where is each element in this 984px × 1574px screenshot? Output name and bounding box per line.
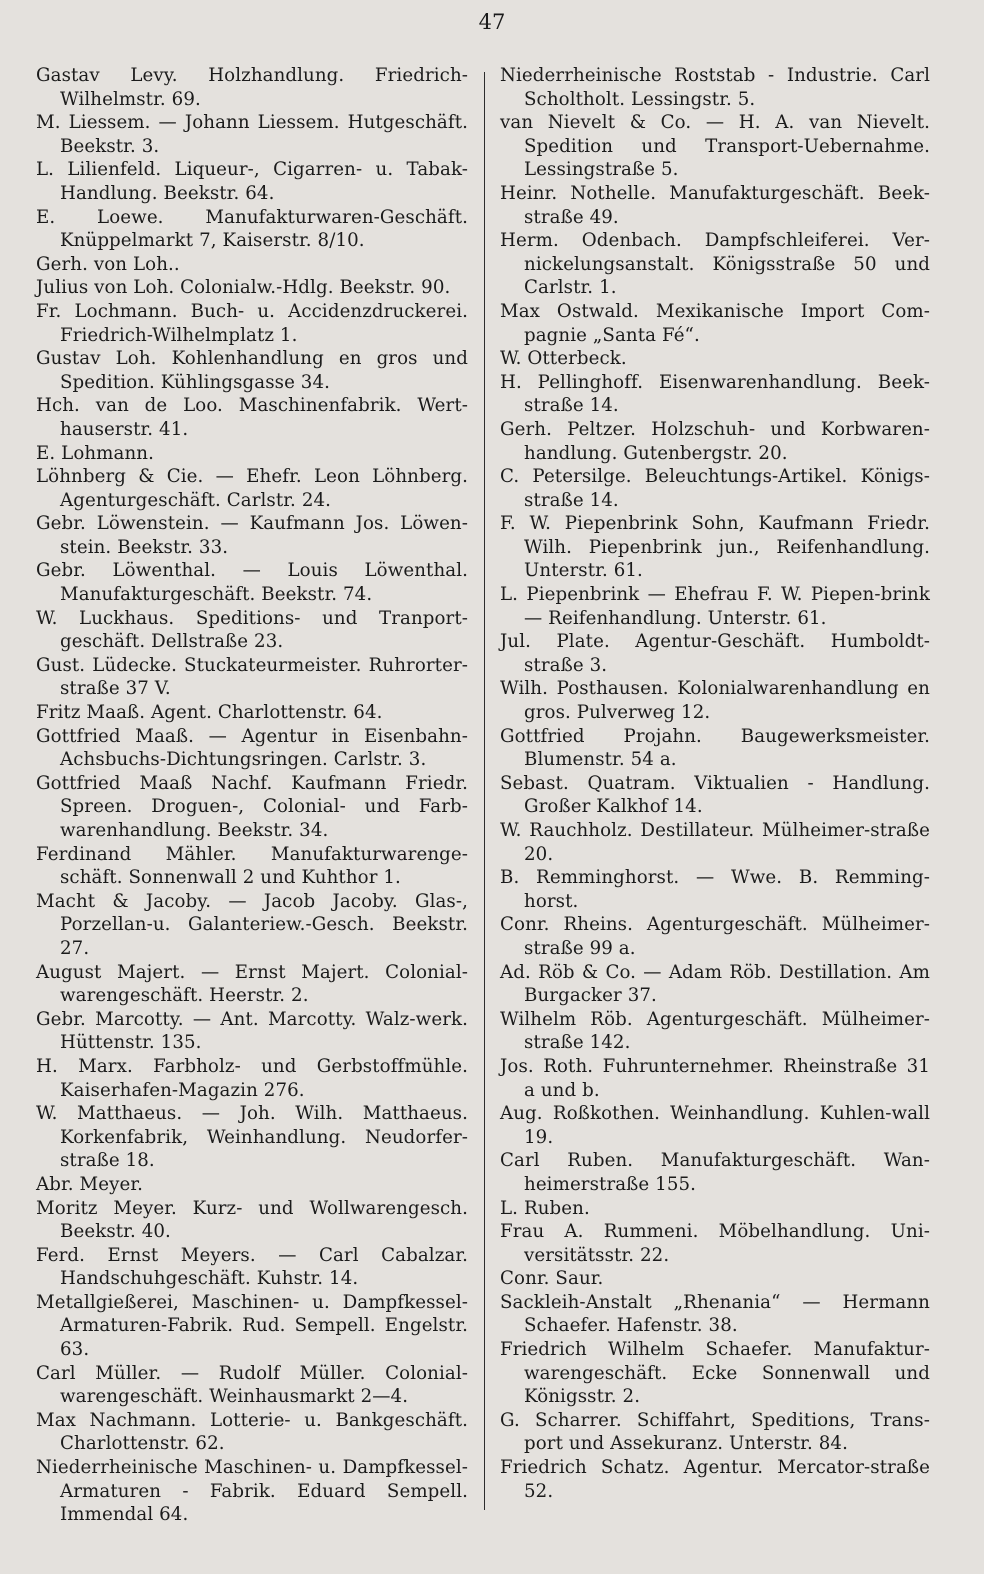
directory-entry: Conr. Rheins. Agenturgeschäft. Mülheimer-straße 99 a.	[500, 914, 930, 959]
directory-entry: Frau A. Rummeni. Möbelhandlung. Uni-versitätsstr. 22.	[500, 1221, 930, 1266]
directory-entry: Fritz Maaß. Agent. Charlottenstr. 64.	[36, 702, 383, 724]
directory-entry: Löhnberg & Cie. — Ehefr. Leon Löhnberg. Agenturgeschäft. Carlstr. 24.	[36, 466, 468, 511]
directory-entry: Gebr. Löwenstein. — Kaufmann Jos. Löwen-stein. Beekstr. 33.	[36, 513, 468, 558]
directory-entry: W. Luckhaus. Speditions- und Tranport-geschäft. Dellstraße 23.	[36, 607, 468, 653]
directory-entry: Hch. van de Loo. Maschinenfabrik. Wert-hauserstr. 41.	[36, 395, 468, 440]
directory-entry: L. Piepenbrink — Ehefrau F. W. Piepen-brink — Reifenhandlung. Unterstr. 61.	[500, 584, 930, 629]
directory-entry: Metallgießerei, Maschinen- u. Dampfkessel-Armaturen-Fabrik. Rud. Sempell. Engelstr. 63.	[36, 1291, 468, 1361]
directory-entry: Ferd. Ernst Meyers. — Carl Cabalzar. Handschuhgeschäft. Kuhstr. 14.	[36, 1244, 468, 1290]
directory-entry: Niederrheinische Maschinen- u. Dampfkessel-Armaturen - Fabrik. Eduard Sempell. Immendal 64.	[36, 1457, 468, 1526]
directory-entry: Gebr. Marcotty. — Ant. Marcotty. Walz-werk. Hüttenstr. 135.	[36, 1008, 468, 1054]
right-column	[500, 64, 930, 1503]
directory-entry: Friedrich Wilhelm Schaefer. Manufaktur-warengeschäft. Ecke Sonnenwall und Königsstr. 2.	[500, 1339, 930, 1408]
directory-entry: Wilh. Posthausen. Kolonialwarenhandlung en gros. Pulverweg 12.	[500, 678, 930, 724]
page-number: 47	[478, 10, 506, 34]
directory-entry: Fr. Lochmann. Buch- u. Accidenzdruckerei. Friedrich-Wilhelmplatz 1.	[36, 300, 468, 346]
directory-entry: Abr. Meyer.	[36, 1173, 144, 1195]
directory-entry: Ferdinand Mähler. Manufakturwarenge-schäft. Sonnenwall 2 und Kuhthor 1.	[36, 843, 468, 889]
directory-entry: C. Petersilge. Beleuchtungs-Artikel. Königs-straße 14.	[500, 466, 930, 511]
directory-entry: F. W. Piepenbrink Sohn, Kaufmann Friedr. Wilh. Piepenbrink jun., Reifenhandlung. Unterstr. 61.	[500, 513, 930, 582]
directory-entry: Gust. Lüdecke. Stuckateurmeister. Ruhrorter-straße 37 V.	[36, 654, 468, 700]
directory-entry: B. Remminghorst. — Wwe. B. Remming-horst.	[500, 867, 930, 912]
directory-entry: L. Lilienfeld. Liqueur-, Cigarren- u. Tabak-Handlung. Beekstr. 64.	[36, 159, 468, 204]
directory-entry: Gustav Loh. Kohlenhandlung en gros und Spedition. Kühlingsgasse 34.	[36, 348, 468, 393]
left-column	[36, 64, 468, 1527]
directory-entry: Carl Ruben. Manufakturgeschäft. Wan-heimerstraße 155.	[500, 1150, 930, 1195]
directory-entry: Niederrheinische Roststab - Industrie. Carl Scholtholt. Lessingstr. 5.	[500, 65, 930, 110]
directory-entry: E. Loewe. Manufakturwaren-Geschäft. Knüppelmarkt 7, Kaiserstr. 8/10.	[36, 206, 468, 252]
directory-entry: Jos. Roth. Fuhrunternehmer. Rheinstraße 31 a und b.	[500, 1055, 930, 1101]
directory-entry: Moritz Meyer. Kurz- und Wollwarengesch. Beekstr. 40.	[36, 1197, 468, 1243]
directory-entry: Julius von Loh. Colonialw.-Hdlg. Beekstr. 90.	[36, 277, 451, 299]
directory-entry: Gottfried Maaß. — Agentur in Eisenbahn-Achsbuchs-Dichtungsringen. Carlstr. 3.	[36, 725, 468, 771]
directory-entry: van Nievelt & Co. — H. A. van Nievelt. Spedition und Transport-Uebernahme. Lessingstraße 5.	[500, 112, 930, 181]
directory-entry: Gottfried Projahn. Baugewerksmeister. Blumenstr. 54 a.	[500, 725, 930, 771]
directory-entry: Macht & Jacoby. — Jacob Jacoby. Glas-, Porzellan-u. Galanteriew.-Gesch. Beekstr. 27.	[36, 890, 468, 959]
directory-entry: Max Nachmann. Lotterie- u. Bankgeschäft. Charlottenstr. 62.	[36, 1409, 468, 1455]
directory-entry: G. Scharrer. Schiffahrt, Speditions, Trans-port und Assekuranz. Unterstr. 84.	[500, 1409, 930, 1455]
column-divider	[484, 72, 485, 1510]
directory-entry: W. Rauchholz. Destillateur. Mülheimer-straße 20.	[500, 820, 930, 865]
directory-entry: Jul. Plate. Agentur-Geschäft. Humboldt-straße 3.	[500, 631, 930, 676]
directory-entry: M. Liessem. — Johann Liessem. Hutgeschäft. Beekstr. 3.	[36, 112, 468, 157]
directory-entry: Heinr. Nothelle. Manufakturgeschäft. Beek-straße 49.	[500, 182, 930, 228]
directory-entry: Gottfried Maaß Nachf. Kaufmann Friedr. Spreen. Droguen-, Colonial- und Farb-warenhandlung. Beekstr. 34.	[36, 772, 468, 841]
directory-entry: H. Marx. Farbholz- und Gerbstoffmühle. Kaiserhafen-Magazin 276.	[36, 1055, 468, 1101]
directory-entry: Friedrich Schatz. Agentur. Mercator-straße 52.	[500, 1457, 930, 1502]
directory-entry: Sebast. Quatram. Viktualien - Handlung. Großer Kalkhof 14.	[500, 772, 930, 818]
directory-entry: Sackleih-Anstalt „Rhenania“ — Hermann Schaefer. Hafenstr. 38.	[500, 1291, 930, 1337]
directory-entry: Max Ostwald. Mexikanische Import Com-pagnie „Santa Fé“.	[500, 300, 930, 346]
directory-entry: E. Lohmann.	[36, 442, 154, 464]
directory-entry: Gerh. Peltzer. Holzschuh- und Korbwaren-handlung. Gutenbergstr. 20.	[500, 418, 930, 464]
directory-entry: W. Matthaeus. — Joh. Wilh. Matthaeus. Korkenfabrik, Weinhandlung. Neudorfer-straße 18.	[36, 1103, 468, 1172]
directory-entry: Wilhelm Röb. Agenturgeschäft. Mülheimer-straße 142.	[500, 1008, 930, 1054]
directory-entry: Carl Müller. — Rudolf Müller. Colonial-warengeschäft. Weinhausmarkt 2—4.	[36, 1362, 468, 1408]
directory-entry: Conr. Saur.	[500, 1268, 604, 1290]
directory-entry: L. Ruben.	[500, 1197, 590, 1219]
directory-entry: Gebr. Löwenthal. — Louis Löwenthal. Manufakturgeschäft. Beekstr. 74.	[36, 560, 468, 606]
directory-entry: W. Otterbeck.	[500, 348, 627, 370]
directory-entry: Gerh. von Loh..	[36, 253, 180, 275]
directory-entry: H. Pellinghoff. Eisenwarenhandlung. Beek-straße 14.	[500, 371, 930, 417]
directory-entry: Aug. Roßkothen. Weinhandlung. Kuhlen-wall 19.	[500, 1103, 930, 1148]
directory-entry: Herm. Odenbach. Dampfschleiferei. Ver-nickelungsanstalt. Königsstraße 50 und Carlstr. 1.	[500, 230, 930, 299]
directory-entry: Ad. Röb & Co. — Adam Röb. Destillation. Am Burgacker 37.	[500, 961, 930, 1007]
directory-entry: Gastav Levy. Holzhandlung. Friedrich-Wilhelmstr. 69.	[36, 65, 468, 110]
directory-entry: August Majert. — Ernst Majert. Colonial-warengeschäft. Heerstr. 2.	[36, 961, 468, 1007]
